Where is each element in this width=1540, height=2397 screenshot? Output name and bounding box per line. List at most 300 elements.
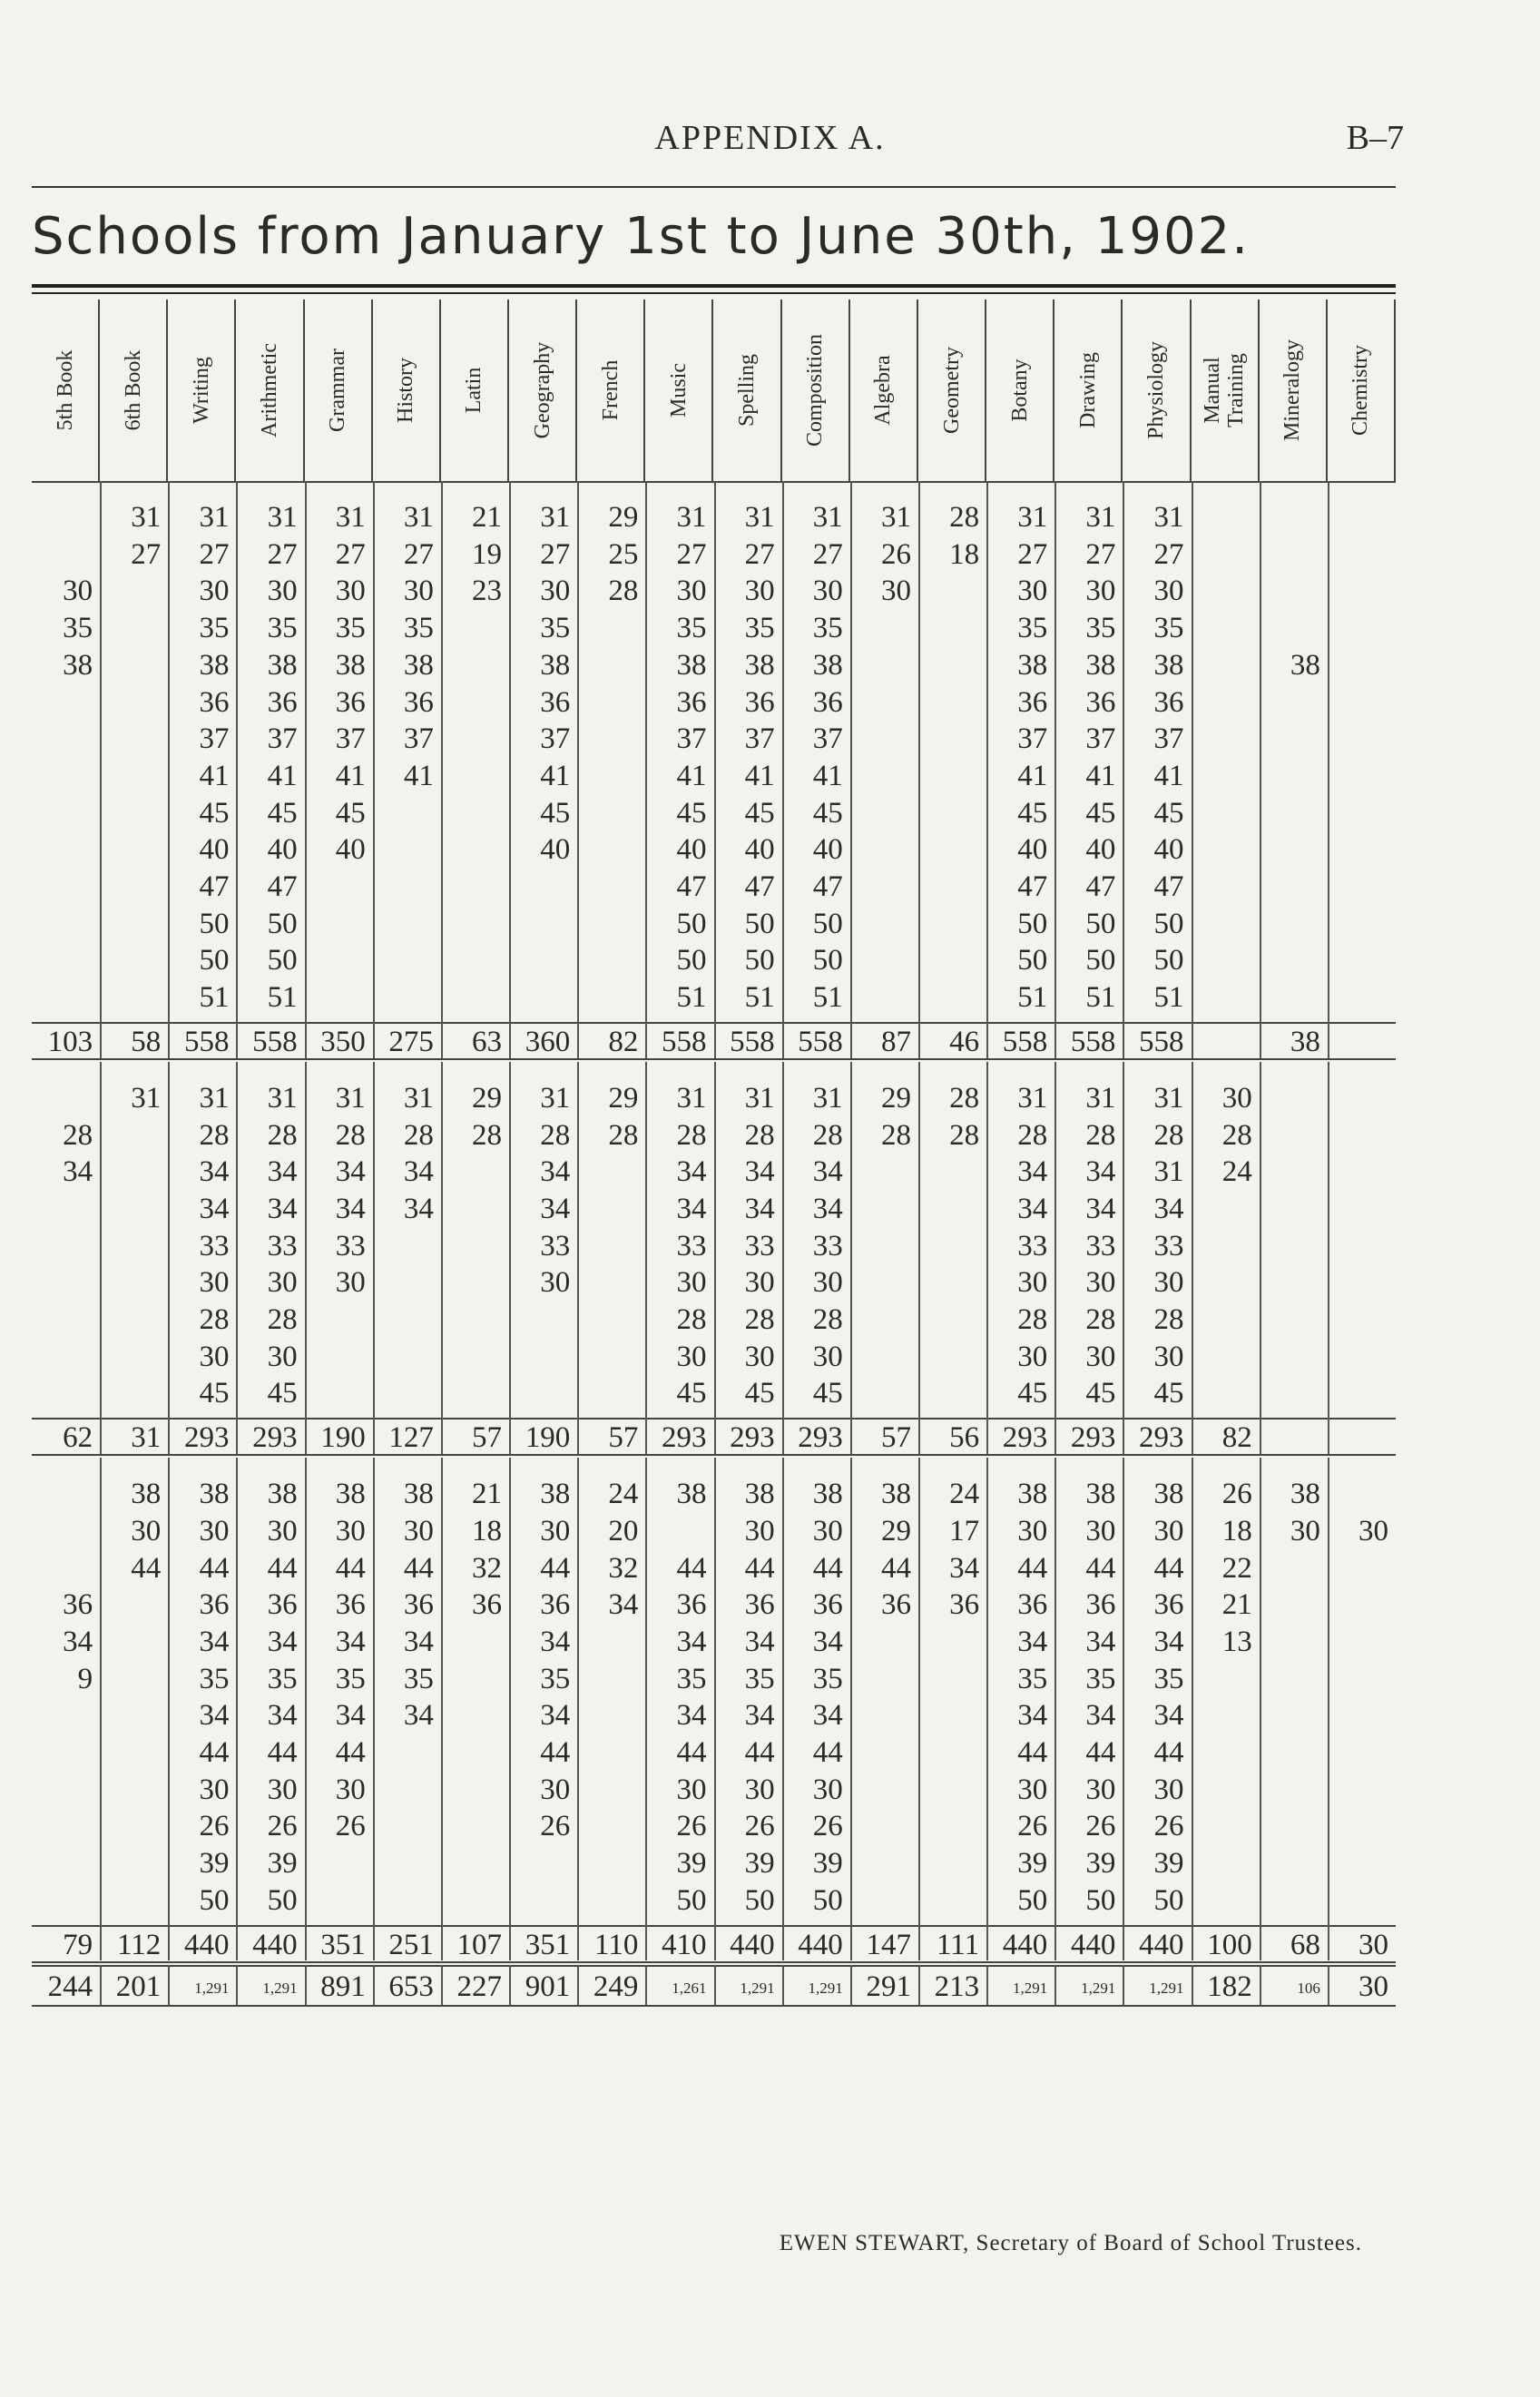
table-cell: 36 xyxy=(744,1588,775,1622)
section-total-cell: 112 xyxy=(117,1928,162,1961)
column-divider xyxy=(100,1965,102,2005)
table-cell: 25 xyxy=(608,537,639,571)
table-cell: 35 xyxy=(267,612,298,645)
column-divider xyxy=(1260,1965,1261,2005)
column-divider xyxy=(441,1062,443,1454)
table-cell: 37 xyxy=(676,722,707,756)
column-divider xyxy=(1260,1458,1261,1960)
table-cell: 27 xyxy=(540,537,571,571)
column-divider xyxy=(714,481,716,1058)
table-cell: 51 xyxy=(199,981,230,1015)
section-total-cell: 558 xyxy=(1139,1025,1184,1058)
section-total-cell: 57 xyxy=(880,1421,911,1455)
column-divider xyxy=(509,1965,511,2005)
section-total-cell: 58 xyxy=(131,1025,162,1058)
table-cell: 35 xyxy=(744,612,775,645)
table-cell: 47 xyxy=(1085,870,1116,903)
table-cell: 34 xyxy=(812,1192,843,1225)
table-cell: 34 xyxy=(1017,1699,1048,1733)
column-divider xyxy=(1123,1965,1124,2005)
table-cell: 40 xyxy=(812,833,843,867)
table-cell: 31 xyxy=(676,1081,707,1115)
table-cell: 34 xyxy=(403,1155,434,1189)
table-cell: 37 xyxy=(199,722,230,756)
table-cell: 39 xyxy=(1017,1847,1048,1881)
table-cell: 36 xyxy=(812,685,843,719)
table-cell: 36 xyxy=(267,1588,298,1622)
section-total-cell: 190 xyxy=(320,1421,366,1455)
table-cell: 30 xyxy=(335,575,366,608)
table-cell: 17 xyxy=(949,1514,980,1547)
table-cell: 36 xyxy=(540,1588,571,1622)
table-cell: 27 xyxy=(335,537,366,571)
column-divider xyxy=(782,1965,784,2005)
table-cell: 38 xyxy=(267,648,298,682)
table-cell: 31 xyxy=(540,501,571,534)
table-cell: 30 xyxy=(812,1340,843,1373)
column-divider xyxy=(168,1062,170,1454)
column-header-label: Latin xyxy=(462,367,486,414)
table-cell: 45 xyxy=(199,796,230,830)
table-cell: 44 xyxy=(199,1551,230,1585)
table-cell: 30 xyxy=(267,575,298,608)
table-cell: 38 xyxy=(1085,1478,1116,1511)
table-cell: 31 xyxy=(267,1081,298,1115)
table-cell: 36 xyxy=(880,1588,911,1622)
table-cell: 34 xyxy=(403,1699,434,1733)
column-header-5th-book xyxy=(32,300,100,481)
table-cell: 35 xyxy=(1153,1662,1184,1695)
table-cell: 35 xyxy=(676,612,707,645)
section-total-cell: 190 xyxy=(525,1421,571,1455)
column-divider xyxy=(918,1458,920,1960)
table-cell: 28 xyxy=(949,1081,980,1115)
table-cell: 40 xyxy=(1017,833,1048,867)
table-cell: 47 xyxy=(1153,870,1184,903)
table-cell: 30 xyxy=(1017,1266,1048,1300)
table-cell: 51 xyxy=(812,981,843,1015)
table-cell: 50 xyxy=(744,907,775,940)
table-cell: 50 xyxy=(744,1883,775,1917)
table-cell: 28 xyxy=(608,575,639,608)
table-cell: 35 xyxy=(1017,1662,1048,1695)
column-divider xyxy=(645,481,647,1058)
table-cell: 27 xyxy=(1017,537,1048,571)
column-divider xyxy=(1328,1458,1329,1960)
column-divider xyxy=(236,1965,238,2005)
table-cell: 31 xyxy=(1153,1081,1184,1115)
table-cell: 24 xyxy=(949,1478,980,1511)
table-cell: 30 xyxy=(812,575,843,608)
table-cell: 45 xyxy=(1017,1377,1048,1410)
table-cell: 36 xyxy=(267,685,298,719)
grand-total-cell: 1,291 xyxy=(1149,1979,1184,1997)
table-cell: 44 xyxy=(131,1551,162,1585)
table-cell: 40 xyxy=(676,833,707,867)
table-cell: 28 xyxy=(1017,1303,1048,1336)
table-cell: 39 xyxy=(676,1847,707,1881)
grand-total-cell: 653 xyxy=(388,1970,434,2003)
table-cell: 35 xyxy=(1153,612,1184,645)
table-cell: 44 xyxy=(1085,1551,1116,1585)
column-divider xyxy=(850,1458,852,1960)
table-cell: 47 xyxy=(1017,870,1048,903)
table-cell: 36 xyxy=(676,685,707,719)
section-total-cell: 293 xyxy=(1002,1421,1048,1455)
section-total-cell: 558 xyxy=(730,1025,775,1058)
section-total-cell: 111 xyxy=(937,1928,980,1961)
column-divider xyxy=(850,1062,852,1454)
table-cell: 28 xyxy=(812,1303,843,1336)
table-cell: 35 xyxy=(199,612,230,645)
table-cell: 35 xyxy=(540,612,571,645)
table-cell: 41 xyxy=(676,759,707,792)
column-divider xyxy=(1123,1062,1124,1454)
table-cell: 30 xyxy=(1017,1340,1048,1373)
table-cell: 51 xyxy=(1153,981,1184,1015)
table-cell: 27 xyxy=(131,537,162,571)
column-header-french xyxy=(577,300,645,481)
table-cell: 45 xyxy=(267,796,298,830)
table-cell: 34 xyxy=(267,1699,298,1733)
table-cell: 44 xyxy=(267,1551,298,1585)
table-cell: 34 xyxy=(1085,1625,1116,1658)
table-cell: 38 xyxy=(199,1478,230,1511)
table-cell: 37 xyxy=(1085,722,1116,756)
table-cell: 31 xyxy=(1085,501,1116,534)
page-title: Schools from January 1st to June 30th, 1902. xyxy=(32,207,1251,266)
table-cell: 31 xyxy=(812,501,843,534)
table-cell: 34 xyxy=(199,1192,230,1225)
table-cell: 26 xyxy=(880,537,911,571)
grand-total-cell: 1,291 xyxy=(1081,1979,1116,1997)
table-cell: 34 xyxy=(540,1155,571,1189)
table-cell: 36 xyxy=(1153,685,1184,719)
table-cell: 37 xyxy=(403,722,434,756)
column-divider xyxy=(441,1965,443,2005)
table-cell: 27 xyxy=(1153,537,1184,571)
column-divider xyxy=(1192,1062,1193,1454)
table-cell: 30 xyxy=(1085,1514,1116,1547)
table-cell: 34 xyxy=(1153,1699,1184,1733)
table-cell: 30 xyxy=(812,1773,843,1806)
table-cell: 28 xyxy=(267,1118,298,1152)
table-cell: 30 xyxy=(199,575,230,608)
section-total-cell: 46 xyxy=(949,1025,980,1058)
table-cell: 33 xyxy=(1085,1229,1116,1262)
table-cell: 34 xyxy=(403,1192,434,1225)
table-cell: 38 xyxy=(1085,648,1116,682)
table-cell: 30 xyxy=(267,1266,298,1300)
table-cell: 44 xyxy=(199,1736,230,1769)
table-cell: 50 xyxy=(812,1883,843,1917)
table-cell: 38 xyxy=(1290,648,1320,682)
table-cell: 40 xyxy=(540,833,571,867)
section-total-cell: 87 xyxy=(880,1025,911,1058)
table-cell: 19 xyxy=(472,537,503,571)
table-cell: 28 xyxy=(1017,1118,1048,1152)
column-divider xyxy=(305,481,307,1058)
table-cell: 50 xyxy=(676,907,707,940)
table-cell: 31 xyxy=(1153,501,1184,534)
table-cell: 47 xyxy=(744,870,775,903)
column-divider xyxy=(714,1458,716,1960)
column-header-composition xyxy=(782,300,850,481)
table-cell: 34 xyxy=(744,1192,775,1225)
section-total-cell: 293 xyxy=(798,1421,843,1455)
table-cell: 37 xyxy=(267,722,298,756)
column-divider xyxy=(645,1965,647,2005)
table-cell: 38 xyxy=(1290,1478,1320,1511)
section-total-cell: 440 xyxy=(798,1928,843,1961)
column-divider xyxy=(168,1458,170,1960)
table-cell: 27 xyxy=(676,537,707,571)
table-cell: 30 xyxy=(403,1514,434,1547)
table-cell: 51 xyxy=(744,981,775,1015)
table-cell: 30 xyxy=(540,575,571,608)
column-divider xyxy=(373,1458,375,1960)
table-cell: 30 xyxy=(1153,575,1184,608)
section-total-cell: 558 xyxy=(183,1025,230,1058)
table-cell: 37 xyxy=(744,722,775,756)
title-rule-thin xyxy=(32,292,1396,294)
column-header-label: Manual Training xyxy=(1201,353,1249,427)
table-cell: 36 xyxy=(949,1588,980,1622)
table-cell: 31 xyxy=(812,1081,843,1115)
column-divider xyxy=(577,1062,579,1454)
table-cell: 50 xyxy=(744,944,775,977)
column-header-label: Botany xyxy=(1007,359,1032,422)
column-divider xyxy=(1054,1458,1056,1960)
table-cell: 27 xyxy=(744,537,775,571)
column-header-label: Chemistry xyxy=(1349,345,1373,436)
table-cell: 45 xyxy=(812,796,843,830)
table-cell: 44 xyxy=(812,1736,843,1769)
section-total-cell: 293 xyxy=(1070,1421,1116,1455)
table-cell: 32 xyxy=(472,1551,503,1585)
appendix-heading: APPENDIX A. xyxy=(654,119,886,157)
table-cell: 45 xyxy=(335,796,366,830)
column-divider xyxy=(100,1458,102,1960)
table-cell: 40 xyxy=(335,833,366,867)
section-total-cell: 440 xyxy=(252,1928,298,1961)
table-cell: 33 xyxy=(335,1229,366,1262)
table-cell: 35 xyxy=(1017,612,1048,645)
section-total-cell: 293 xyxy=(661,1421,707,1455)
table-cell: 28 xyxy=(540,1118,571,1152)
table-cell: 28 xyxy=(608,1118,639,1152)
table-cell: 30 xyxy=(744,1773,775,1806)
table-cell: 50 xyxy=(812,944,843,977)
table-cell: 34 xyxy=(1017,1192,1048,1225)
column-header-label: Geometry xyxy=(939,347,964,434)
table-cell: 38 xyxy=(335,1478,366,1511)
table-cell: 30 xyxy=(676,575,707,608)
table-cell: 40 xyxy=(744,833,775,867)
table-cell: 41 xyxy=(812,759,843,792)
column-divider xyxy=(100,481,102,1058)
table-cell: 35 xyxy=(199,1662,230,1695)
column-divider xyxy=(986,1458,988,1960)
section-total-cell: 558 xyxy=(1002,1025,1048,1058)
table-cell: 31 xyxy=(267,501,298,534)
section-total-cell: 57 xyxy=(608,1421,639,1455)
column-divider xyxy=(168,481,170,1058)
table-cell: 34 xyxy=(676,1192,707,1225)
table-cell: 44 xyxy=(880,1551,911,1585)
table-cell: 34 xyxy=(63,1625,93,1658)
table-cell: 50 xyxy=(1017,907,1048,940)
table-cell: 34 xyxy=(335,1192,366,1225)
section-total-cell: 62 xyxy=(63,1421,93,1455)
table-cell: 30 xyxy=(199,1340,230,1373)
table-cell: 44 xyxy=(335,1736,366,1769)
table-cell: 44 xyxy=(1017,1736,1048,1769)
table-cell: 44 xyxy=(812,1551,843,1585)
table-cell: 30 xyxy=(1085,1340,1116,1373)
grand-total-cell: 1,291 xyxy=(808,1979,843,1997)
page-number: B–7 xyxy=(1346,119,1404,157)
table-cell: 31 xyxy=(744,501,775,534)
table-cell: 38 xyxy=(812,648,843,682)
table-cell: 30 xyxy=(676,1340,707,1373)
table-cell: 33 xyxy=(744,1229,775,1262)
table-cell: 41 xyxy=(267,759,298,792)
column-divider xyxy=(305,1062,307,1454)
table-cell: 50 xyxy=(199,944,230,977)
table-cell: 30 xyxy=(335,1773,366,1806)
column-divider xyxy=(168,1965,170,2005)
table-cell: 34 xyxy=(335,1155,366,1189)
table-cell: 30 xyxy=(199,1773,230,1806)
table-cell: 26 xyxy=(744,1810,775,1843)
table-cell: 50 xyxy=(1017,944,1048,977)
table-cell: 36 xyxy=(1085,685,1116,719)
table-cell: 32 xyxy=(608,1551,639,1585)
table-cell: 45 xyxy=(676,796,707,830)
table-cell: 30 xyxy=(1085,575,1116,608)
table-cell: 36 xyxy=(335,685,366,719)
table-cell: 50 xyxy=(1153,907,1184,940)
table-cell: 28 xyxy=(267,1303,298,1336)
table-cell: 50 xyxy=(1085,1883,1116,1917)
table-cell: 39 xyxy=(267,1847,298,1881)
table-cell: 31 xyxy=(403,501,434,534)
table-cell: 36 xyxy=(472,1588,503,1622)
section-total-cell: 351 xyxy=(525,1928,571,1961)
table-cell: 35 xyxy=(335,1662,366,1695)
table-cell: 34 xyxy=(812,1155,843,1189)
signature-line: EWEN STEWART, Secretary of Board of School Trustees. xyxy=(779,2231,1362,2255)
table-cell: 26 xyxy=(267,1810,298,1843)
table-cell: 27 xyxy=(812,537,843,571)
table-cell: 34 xyxy=(744,1625,775,1658)
grand-total-cell: 1,291 xyxy=(194,1979,230,1997)
column-header-label: Writing xyxy=(189,357,213,424)
section-total-cell: 558 xyxy=(1070,1025,1116,1058)
table-cell: 31 xyxy=(131,1081,162,1115)
grand-total-cell: 1,291 xyxy=(740,1979,775,1997)
table-cell: 21 xyxy=(1221,1588,1252,1622)
grand-total-cell: 1,261 xyxy=(672,1979,707,1997)
grand-total-cell: 901 xyxy=(525,1970,571,2003)
table-cell: 26 xyxy=(1153,1810,1184,1843)
table-cell: 41 xyxy=(1017,759,1048,792)
table-cell: 37 xyxy=(1017,722,1048,756)
column-divider xyxy=(509,481,511,1058)
column-header-writing xyxy=(168,300,236,481)
table-cell: 33 xyxy=(540,1229,571,1262)
column-divider xyxy=(1192,481,1193,1058)
table-cell: 30 xyxy=(403,575,434,608)
column-divider xyxy=(1328,481,1329,1058)
column-header-arithmetic xyxy=(236,300,304,481)
table-cell: 45 xyxy=(1017,796,1048,830)
table-cell: 51 xyxy=(1017,981,1048,1015)
column-header-label: Grammar xyxy=(326,349,350,432)
table-cell: 28 xyxy=(403,1118,434,1152)
table-cell: 26 xyxy=(812,1810,843,1843)
table-cell: 34 xyxy=(812,1699,843,1733)
table-cell: 30 xyxy=(267,1340,298,1373)
section-total-cell: 82 xyxy=(1221,1421,1252,1455)
table-cell: 33 xyxy=(267,1229,298,1262)
column-header-label: 5th Book xyxy=(53,349,77,431)
table-cell: 36 xyxy=(1017,1588,1048,1622)
section-total-cell: 293 xyxy=(730,1421,775,1455)
table-cell: 34 xyxy=(540,1699,571,1733)
table-cell: 31 xyxy=(540,1081,571,1115)
table-cell: 29 xyxy=(608,1081,639,1115)
section-bottom-rule xyxy=(32,1454,1396,1456)
table-cell: 31 xyxy=(1085,1081,1116,1115)
column-divider xyxy=(782,481,784,1058)
table-cell: 35 xyxy=(403,612,434,645)
table-cell: 34 xyxy=(608,1588,639,1622)
grand-total-cell: 227 xyxy=(456,1970,503,2003)
table-cell: 39 xyxy=(1085,1847,1116,1881)
column-divider xyxy=(918,1965,920,2005)
table-cell: 34 xyxy=(812,1625,843,1658)
table-cell: 28 xyxy=(812,1118,843,1152)
table-cell: 50 xyxy=(676,1883,707,1917)
column-header-label: Spelling xyxy=(735,353,760,427)
table-cell: 45 xyxy=(267,1377,298,1410)
column-divider xyxy=(441,481,443,1058)
table-cell: 50 xyxy=(267,1883,298,1917)
table-cell: 38 xyxy=(1017,648,1048,682)
table-cell: 30 xyxy=(131,1514,162,1547)
table-cell: 31 xyxy=(1153,1155,1184,1189)
column-header-label: Mineralogy xyxy=(1280,339,1305,441)
table-cell: 35 xyxy=(676,1662,707,1695)
table-cell: 33 xyxy=(812,1229,843,1262)
table-cell: 31 xyxy=(676,501,707,534)
table-cell: 34 xyxy=(1153,1625,1184,1658)
column-divider xyxy=(373,1062,375,1454)
table-cell: 41 xyxy=(1153,759,1184,792)
section-total-cell: 79 xyxy=(63,1928,93,1961)
column-header-physiology xyxy=(1123,300,1191,481)
table-cell: 28 xyxy=(1153,1118,1184,1152)
table-cell: 34 xyxy=(949,1551,980,1585)
grand-total-cell: 182 xyxy=(1207,1970,1252,2003)
table-cell: 27 xyxy=(199,537,230,571)
table-cell: 44 xyxy=(403,1551,434,1585)
table-cell: 35 xyxy=(63,612,93,645)
table-cell: 50 xyxy=(199,1883,230,1917)
table-cell: 40 xyxy=(267,833,298,867)
